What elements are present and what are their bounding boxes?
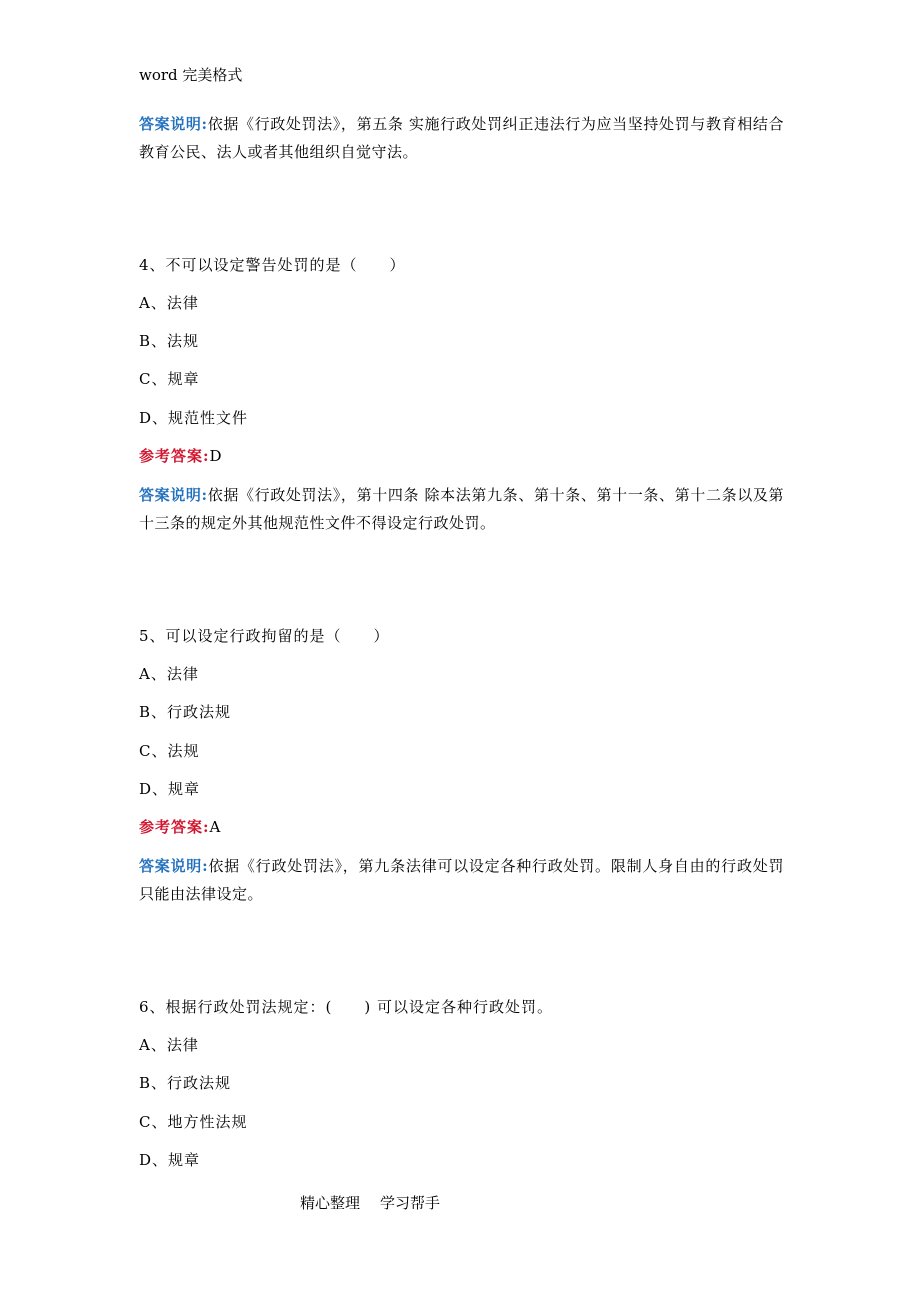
page-footer xyxy=(300,1192,440,1214)
option-d: D、规章 xyxy=(139,780,201,798)
option-c: C、规章 xyxy=(139,370,200,388)
option-a: A、法律 xyxy=(139,1036,199,1054)
option-b: B、行政法规 xyxy=(139,703,232,721)
option-d: D、规范性文件 xyxy=(139,409,249,427)
explanation-paragraph xyxy=(139,481,784,537)
option-a: A、法律 xyxy=(139,665,199,683)
explanation-label: 答案说明: xyxy=(139,115,208,133)
explanation-label: 答案说明: xyxy=(139,486,208,504)
explanation-paragraph xyxy=(139,110,784,166)
explanation-text: 依据《行政处罚法》，第九条法律可以设定各种行政处罚。限制人身自由的行政处罚只能由法律设定。 xyxy=(139,857,784,903)
page-header: word 完美格式 xyxy=(139,66,243,84)
option-b: B、行政法规 xyxy=(139,1074,232,1092)
answer-label: 参考答案: xyxy=(139,447,210,465)
footer-right-text: 学习帮手 xyxy=(380,1194,441,1212)
option-c: C、地方性法规 xyxy=(139,1113,248,1131)
explanation-paragraph xyxy=(139,852,784,908)
answer-label: 参考答案: xyxy=(139,818,210,836)
reference-answer xyxy=(139,445,223,467)
explanation-label: 答案说明: xyxy=(139,857,209,875)
answer-value: D xyxy=(209,447,223,465)
question-text: 5、可以设定行政拘留的是（ ） xyxy=(139,627,390,645)
option-a: A、法律 xyxy=(139,294,199,312)
option-d: D、规章 xyxy=(139,1151,201,1169)
option-c: C、法规 xyxy=(139,742,200,760)
answer-value: A xyxy=(209,818,222,836)
explanation-text: 依据《行政处罚法》，第五条 实施行政处罚纠正违法行为应当坚持处罚与教育相结合教育公民、法人或者其他组织自觉守法。 xyxy=(139,115,784,161)
explanation-text: 依据《行政处罚法》，第十四条 除本法第九条、第十条、第十一条、第十二条以及第十三条的规定外其他规范性文件不得设定行政处罚。 xyxy=(139,486,784,532)
reference-answer xyxy=(139,816,221,838)
option-b: B、法规 xyxy=(139,332,200,350)
question-text: 6、根据行政处罚法规定：( ) 可以设定各种行政处罚。 xyxy=(139,998,554,1016)
question-text: 4、不可以设定警告处罚的是（ ） xyxy=(139,256,406,274)
footer-left-text: 精心整理 xyxy=(300,1194,361,1212)
